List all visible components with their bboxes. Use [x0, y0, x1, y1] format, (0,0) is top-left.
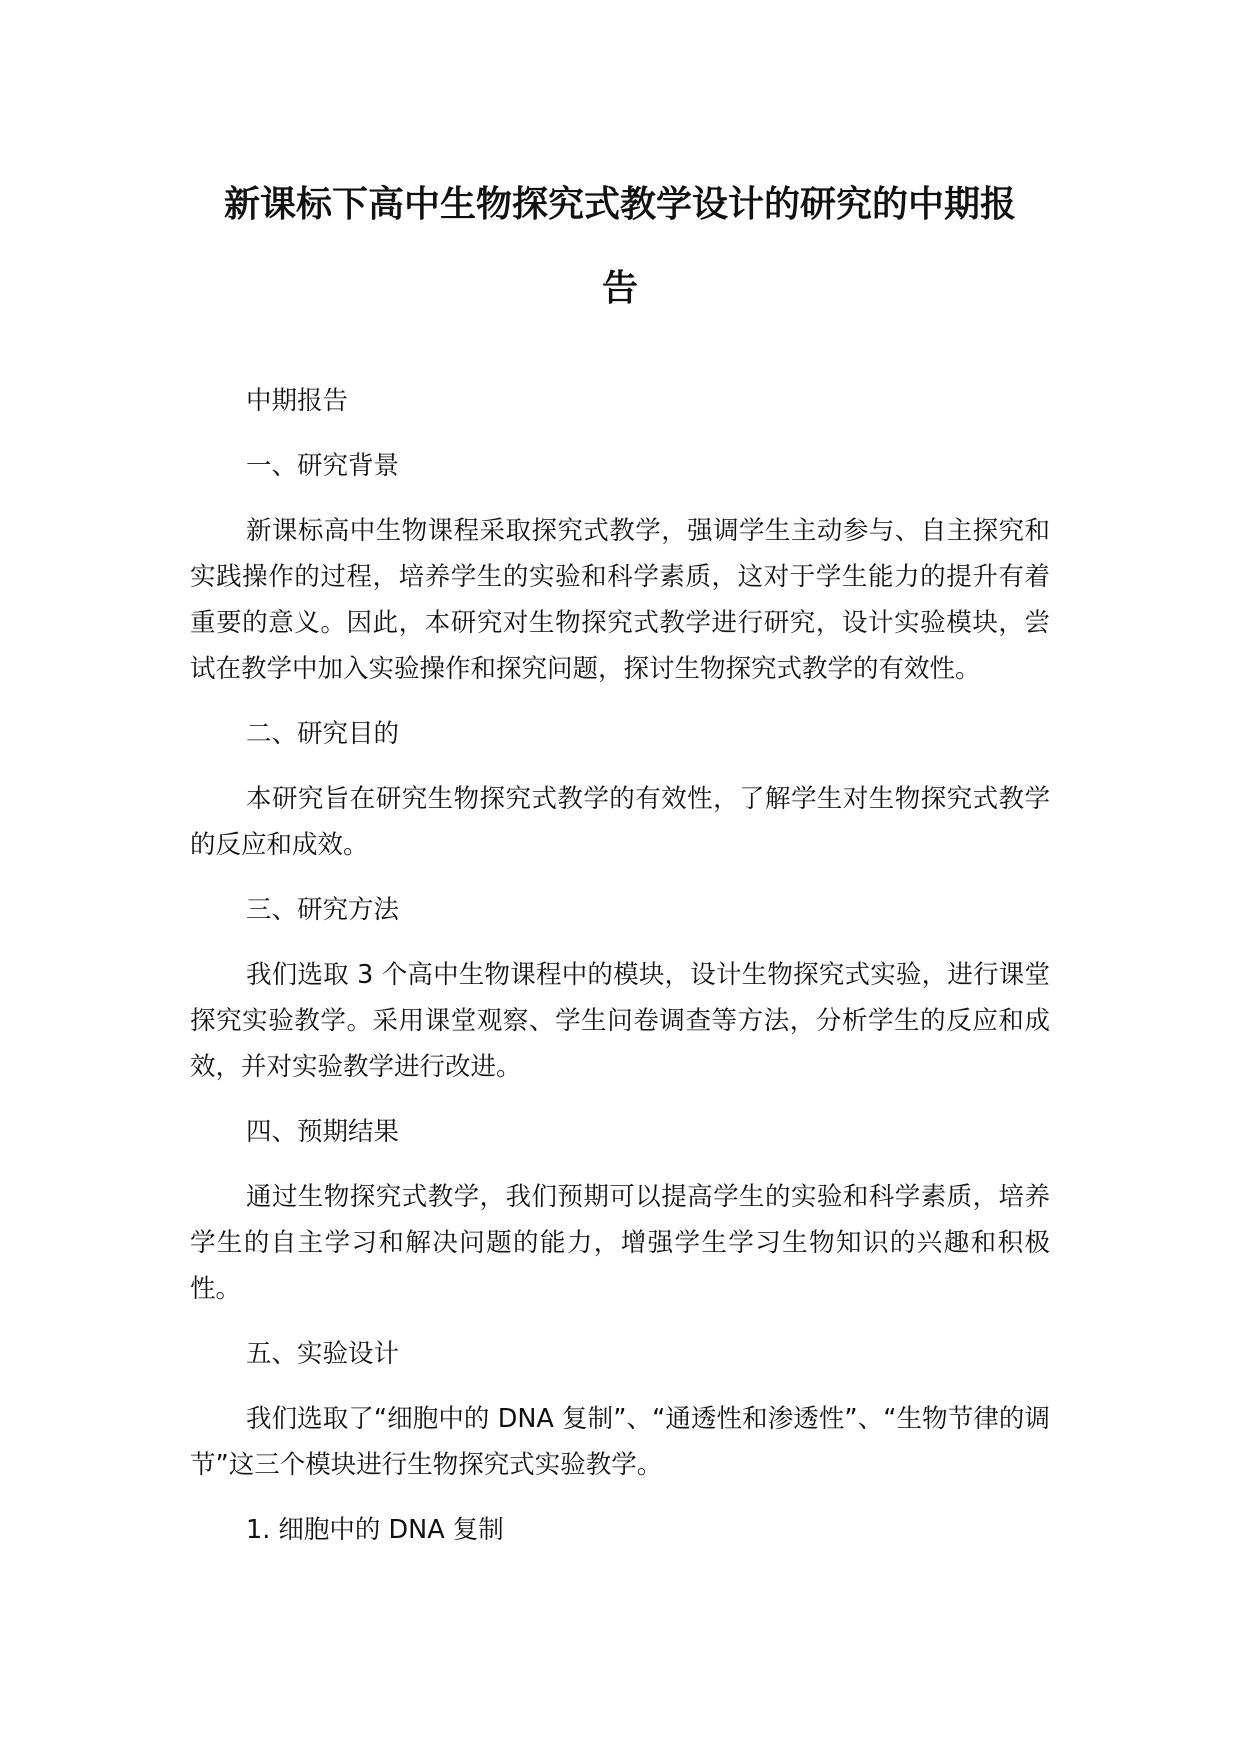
document-body — [190, 378, 1050, 1572]
section-heading-method: 三、研究方法 — [246, 895, 400, 925]
section-heading-purpose: 二、研究目的 — [246, 719, 400, 749]
section-text-method: 我们选取 3 个高中生物课程中的模块，设计生物探究式实验，进行课堂探究实验教学。采用课堂观察、学生问卷调查等方法，分析学生的反应和成效，并对实验教学进行改进。 — [190, 960, 1050, 1082]
document-title-line-2: 告 — [601, 268, 638, 309]
design-item-1: 1. 细胞中的 DNA 复制 — [246, 1515, 504, 1545]
section-heading-design: 五、实验设计 — [246, 1339, 400, 1369]
report-label: 中期报告 — [246, 386, 349, 416]
document-title-line-1: 新课标下高中生物探究式教学设计的研究的中期报 — [223, 184, 1016, 225]
section-heading-background: 一、研究背景 — [246, 451, 400, 481]
section-text-design: 我们选取了“细胞中的 DNA 复制”、“通透性和渗透性”、“生物节律的调节”这三个模块进行生物探究式实验教学。 — [190, 1404, 1050, 1480]
section-text-expected: 通过生物探究式教学，我们预期可以提高学生的实验和科学素质，培养学生的自主学习和解决问题的能力，增强学生学习生物知识的兴趣和积极性。 — [190, 1182, 1050, 1304]
section-text-background: 新课标高中生物课程采取探究式教学，强调学生主动参与、自主探究和实践操作的过程，培养学生的实验和科学素质，这对于学生能力的提升有着重要的意义。因此，本研究对生物探究式教学进行研究，设计实验模块，尝试在教学中加入实验操作和探究问题，探讨生物探究式教学的有效性。 — [190, 516, 1050, 684]
section-text-purpose: 本研究旨在研究生物探究式教学的有效性，了解学生对生物探究式教学的反应和成效。 — [190, 784, 1050, 860]
section-heading-expected: 四、预期结果 — [246, 1117, 400, 1147]
